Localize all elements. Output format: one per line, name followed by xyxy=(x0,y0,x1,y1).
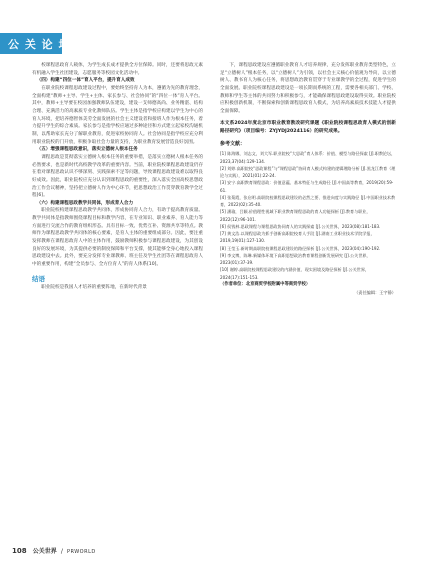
conclusion-heading: 结语 xyxy=(32,274,45,283)
section-heading: （五）增强课程思政意识，落实立德树人根本任务 xyxy=(36,147,138,153)
reference-item: [9] 李文博，陈琳.新媒体环境下高职思想政治教育课程创新发展研究 [J].公关世界，2023(01):37-39. xyxy=(220,252,371,265)
header-band xyxy=(0,0,427,62)
section-heading: （六）构建课程思政教学共同体，形成育人合力 xyxy=(36,200,134,206)
body-paragraph: 职业院校是我国人才培养的重要阵地，在新时代背景 xyxy=(41,284,147,290)
author-unit: （作者单位：北京商贸学校附属中等商贸学校） xyxy=(220,281,311,287)
page-number: 108 xyxy=(12,547,27,555)
reference-item: [6] 侯钱林.思政课程与课程思政协同育人的实践探索 [J].公关世界，2023(08):181-183. xyxy=(220,223,381,229)
left-column xyxy=(32,62,203,291)
section-heading: （四）构建“四位一体”育人平台，提升育人成效 xyxy=(36,78,135,84)
reference-item: [2] 刘婷.高职院校“思政课程”与“课程思政”协同育人模式构建的逻辑理路分析 [J].黑龙江教育（理论与实践），2021(01):22-24. xyxy=(220,165,396,178)
responsible-editor: （责任编辑：王宇静） xyxy=(354,289,396,295)
page-footer xyxy=(12,546,96,555)
body-paragraph: 下，课程思政建设应遵循职业教育人才培养规律，充分发挥职业教育类型特色，立足“立德树人”根本任务，以“立德树人”为引领，以社会主义核心价值观为导向，以立德树人、教书育人为核心任务，将思想政治教育贯穿于专业课教学的全过程，促进学生的全面发展。职业院校课程思政建设是一项长期而系统的工程，需要各相关部门、学校、教师和学生等主体的共同努力和积极参与，才能确保课程思政建设取得实效。职业院校应积极创新机制，不断探索和创新课程思政育人模式，为培养高素质技术技能人才提供全面保障。 xyxy=(220,63,396,114)
reference-item: [5] 潘瑜，吕颖.价值理性视域下职业教育课程思政的育人功能探析 [J].教育与职业，2022(12):96-101. xyxy=(220,209,371,222)
references-title: 参考文献： xyxy=(220,140,246,147)
fund-note: 本文系2024年度北京市职业教育教改研究课题《职业院校课程思政育人模式的创新路径研究》（项目编号：ZYJYDJ2024116）的研究成果。 xyxy=(220,120,396,134)
body-paragraph: 在职业院校课程思政建设过程中，要始终坚持育人为本，遵循为先的教育理念，全面构建“教师+主导、学生+主体、家长参与、社会协同”的“四位一体”育人平台。其中，教师+主导要在校园加强教师队伍建设，建设一支师德高尚、业务精湛、结构合理、充满活力的高素质专业化教师队伍。学生主体是指学校应构建以学生为中心的育人环境，把培养德智体美劳全面发展的社会主义建设者和接班人作为根本任务，着力提升学生的综合素质。家长参与是指学校应通过多种途径和方式建立起家校沟通机制，以帮助家长充分了解职业教育，促进家校协同育人。社会协同是指学校应充分利用职业院校的门开放，积极争取社会力量的支持，为职业教育发展营造良好氛围。 xyxy=(32,85,203,145)
section-title: 公 关 论 坛 xyxy=(8,38,71,51)
body-paragraph: 校课程思政育人载体，为学生成长成才提供全方位保障。同时，还要将思政元素有机融入学生社团建设，志愿服务等校园文化活动中。 xyxy=(32,63,203,76)
reference-item: [4] 张菊霞，张启明.高职院校课程思政建设的必然之要、推进向度与实践路径 [J].中国职业技术教育，2022(02):35-40. xyxy=(220,194,396,207)
right-column xyxy=(220,62,396,297)
magazine-name-en: PRWORLD xyxy=(66,549,96,555)
reference-item: [8] 王莹玉.新时期高职院校课程思政建设的路径探析 [J].公关世界，2023(04):190-192. xyxy=(220,245,381,251)
body-paragraph: 职业院校构建课程思政教学共同体，形成协同育人合力，有助于提高教育质量。教学共同体是指教师围绕课程目标和教学内容，在专业知识、职业素养、育人能力等方面进行交流合作的教育组织形态。具有目标一致、优势互补、资源共享等特点。教师作为课程思政教学共同体的核心要素，是育人主体的重要组成部分。因此，要注重发挥教师在课程思政育人中的主体作用，鼓励教师积极参与课程思政建设，为其创设良好的发展环境，为其提供必要的制度保障和平台支撑，使其能够全身心地投入课程思政建设中去。此外，要充分发挥专业课教师、班主任及学生社团等在课程思政育人中的重要作用，构建“全员参与、全方位育人”的育人体系[10]。 xyxy=(32,208,203,268)
footer-separator: / xyxy=(60,548,63,555)
reference-item: [7] 黄文浩.以课程思政为抓手创新高职院校育人手段 [J].湖南工业职业技术学院学报，2019,19(01):127-130. xyxy=(220,231,375,244)
reference-item: [10] 谢婷.高职院校课程思政建设的内涵价值、现实困境及路径探析 [J].公关世界，2024(17):151-153. xyxy=(220,267,370,280)
magazine-name-cn: 公关世界 xyxy=(32,548,57,555)
body-paragraph: 课程思政是贯彻落实立德树人根本任务的重要举措，是落实立德树人根本任务的必然要求，也是新时代高校教学改革的重要内容。当前，职业院校课程思政建设仍存在着对课程思政认识不够深刻、实践探索不足等问题，导致课程思政建设难以取得良好成效。因此，职业院校应充分认识到课程思政的重要性，深入落实全国高校思想政治工作会议精神，坚持把立德树人作为中心环节，把思想政治工作贯穿教育教学全过程[6]。 xyxy=(32,154,203,199)
reference-item: [1] 陈海娜，刘志文，刘大军.职业院校“大思政”育人体系：价值、模型与路径探索 [J].职教论坛，2023,37(04):129-134. xyxy=(220,151,396,164)
reference-item: [3] 安宁.高职教育课程思政：价值意蕴、基本特征与生成路径 [J].中国高等教育，2019(20):59-61. xyxy=(220,180,394,193)
